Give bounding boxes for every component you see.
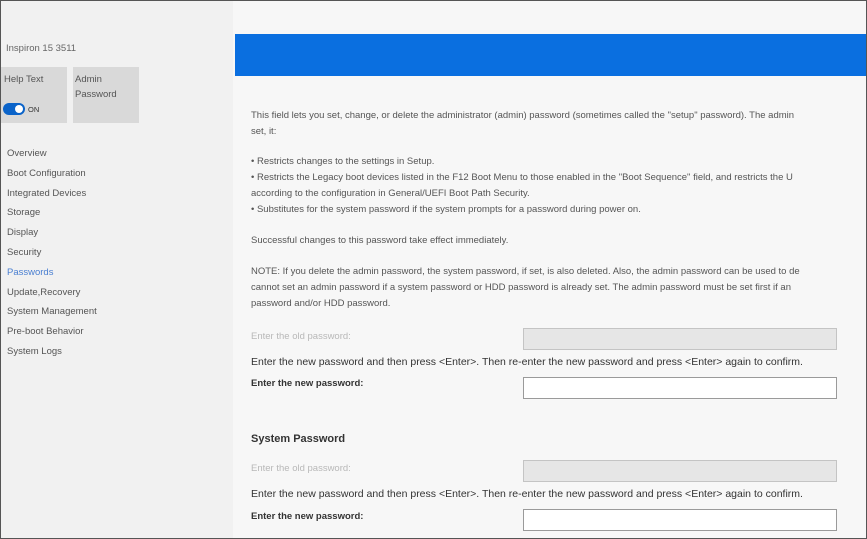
nav-item-pre-boot-behavior[interactable]: Pre-boot Behavior [7, 326, 84, 338]
bullet-restricts-changes: • Restricts changes to the settings in Setup. [251, 156, 435, 167]
help-text-label: Help Text [4, 74, 44, 85]
header-banner [235, 34, 867, 76]
admin-new-password-label: Enter the new password: [251, 378, 364, 389]
nav-item-system-logs[interactable]: System Logs [7, 345, 62, 357]
nav-item-overview[interactable]: Overview [7, 148, 47, 159]
help-text-tile[interactable] [1, 67, 67, 123]
admin-password-tile-label [75, 72, 117, 102]
intro-line-1: This field lets you set, change, or delete the administrator (admin) password (sometimes called the "setup" password). The admin [251, 110, 795, 121]
nav-item-integrated-devices[interactable]: Integrated Devices [7, 187, 87, 199]
system-old-password-input [523, 460, 837, 482]
admin-password-tile-line2: Password [75, 89, 117, 100]
nav-item-security[interactable]: Security [7, 246, 42, 258]
nav-item-storage[interactable]: Storage [7, 207, 41, 219]
help-text-toggle[interactable] [3, 103, 25, 115]
system-password-instruction: Enter the new password and then press <Enter>. Then re-enter the new password and press <Enter> again to confirm. [251, 488, 803, 500]
system-old-password-label: Enter the old password: [251, 463, 351, 474]
nav-item-boot-configuration[interactable]: Boot Configuration [7, 167, 86, 179]
admin-password-tile[interactable] [73, 67, 139, 123]
nav-item-system-management[interactable]: System Management [7, 306, 97, 318]
note-line-2: cannot set an admin password if a system password or HDD password is already set. The admin password must be set first if an [251, 282, 791, 293]
intro-line-2: set, it: [251, 126, 277, 137]
bullet-substitutes: • Substitutes for the system password if the system prompts for a password during power on. [251, 204, 641, 215]
bullet-restricts-boot-line-2: according to the configuration in General/UEFI Boot Path Security. [251, 188, 530, 199]
admin-password-instruction: Enter the new password and then press <Enter>. Then re-enter the new password and press <Enter> again to confirm. [251, 356, 803, 368]
nav-item-passwords[interactable]: Passwords [7, 266, 54, 278]
model-name: Inspiron 15 3511 [6, 43, 77, 54]
nav-item-update-recovery[interactable]: Update,Recovery [7, 286, 81, 298]
nav-item-display[interactable]: Display [7, 227, 39, 239]
main-content [233, 1, 867, 538]
sidebar [1, 1, 233, 538]
success-note: Successful changes to this password take effect immediately. [251, 235, 509, 246]
help-text-toggle-state: ON [28, 105, 40, 114]
admin-old-password-input [523, 328, 837, 350]
bullet-restricts-boot-line-1: • Restricts the Legacy boot devices listed in the F12 Boot Menu to those enabled in the "Boot Sequence" field, and restricts the U [251, 172, 793, 183]
settings-nav [7, 146, 97, 364]
system-new-password-input[interactable] [523, 509, 837, 531]
note-line-1: NOTE: If you delete the admin password, the system password, if set, is also deleted. Also, the admin password can be used to de [251, 266, 800, 277]
system-new-password-label: Enter the new password: [251, 511, 364, 522]
admin-password-tile-line1: Admin [75, 74, 102, 85]
admin-new-password-input[interactable] [523, 377, 837, 399]
note-line-3: password and/or HDD password. [251, 298, 391, 309]
system-password-title: System Password [251, 433, 346, 445]
admin-old-password-label: Enter the old password: [251, 331, 351, 342]
